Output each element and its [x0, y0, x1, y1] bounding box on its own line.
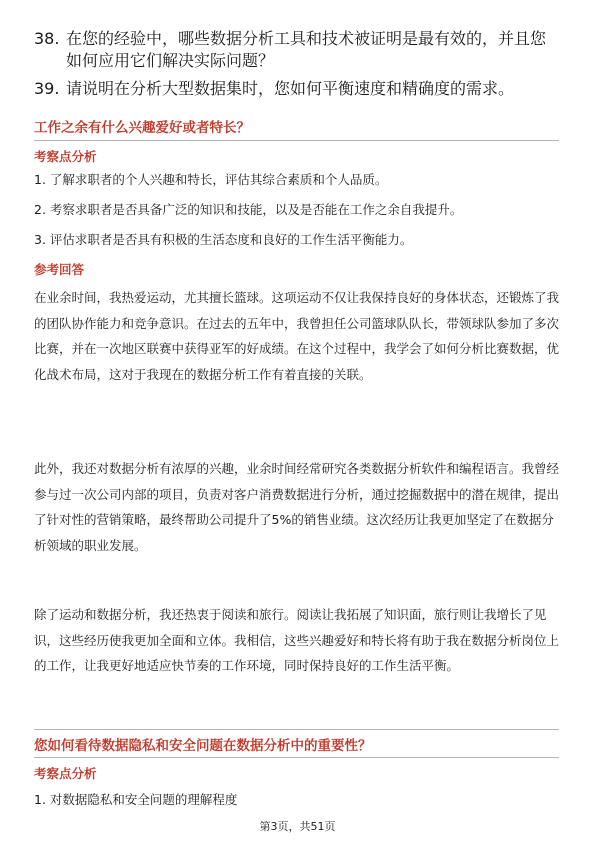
- answer-title: 参考回答: [34, 262, 85, 277]
- section-divider: [34, 140, 559, 141]
- section-title: 工作之余有什么兴趣爱好或者特长？: [34, 120, 250, 136]
- question-number: 39.: [34, 79, 60, 98]
- answer-paragraph: 此外，我还对数据分析有浓厚的兴趣，业余时间经常研究各类数据分析软件和编程语言。我曾经参与过一次公司内部的项目，负责对客户消费数据进行分析，通过挖掘数据中的潜在规律，提出了针对性的营销策略，最终帮助公司提升了5%的销售业绩。这次经历让我更加坚定了在数据分析领域的职业发展。: [34, 461, 560, 553]
- question-text: 在您的经验中，哪些数据分析工具和技术被证明是最有效的，并且您如何应用它们解决实际问题？: [66, 29, 547, 70]
- question-text: 请说明在分析大型数据集时，您如何平衡速度和精确度的需求。: [66, 79, 515, 98]
- answer-paragraph: 在业余时间，我热爱运动，尤其擅长篮球。这项运动不仅让我保持良好的身体状态，还锻炼了我的团队协作能力和竞争意识。在过去的五年中，我曾担任公司篮球队队长，带领球队参加了多次比赛，并在一次地区联赛中获得亚军的好成绩。在这个过程中，我学会了如何分析比赛数据，优化战术布局，这对于我现在的数据分析工作有着直接的关联。: [34, 290, 560, 382]
- section-divider: [34, 729, 559, 730]
- answer-paragraph: 除了运动和数据分析，我还热衷于阅读和旅行。阅读让我拓展了知识面，旅行则让我增长了见识，这些经历使我更加全面和立体。我相信，这些兴趣爱好和特长将有助于我在数据分析岗位上的工作，让我更好地适应快节奏的工作环境，同时保持良好的工作生活平衡。: [34, 607, 560, 674]
- page-footer: 第3页，共51页: [259, 820, 336, 833]
- section-divider: [34, 757, 559, 758]
- analysis-point: 2. 考察求职者是否具备广泛的知识和技能，以及是否能在工作之余自我提升。: [34, 202, 463, 217]
- analysis-title: 考察点分析: [34, 766, 97, 781]
- question-item: [34, 28, 554, 72]
- section-title: 您如何看待数据隐私和安全问题在数据分析中的重要性？: [34, 738, 372, 754]
- analysis-title: 考察点分析: [34, 149, 97, 164]
- analysis-point: 1. 了解求职者的个人兴趣和特长，评估其综合素质和个人品质。: [34, 172, 388, 187]
- question-item: [34, 78, 554, 100]
- question-list: [34, 28, 554, 100]
- analysis-point: 1. 对数据隐私和安全问题的理解程度: [34, 792, 238, 807]
- question-number: 38.: [34, 29, 60, 48]
- analysis-point: 3. 评估求职者是否具有积极的生活态度和良好的工作生活平衡能力。: [34, 232, 413, 247]
